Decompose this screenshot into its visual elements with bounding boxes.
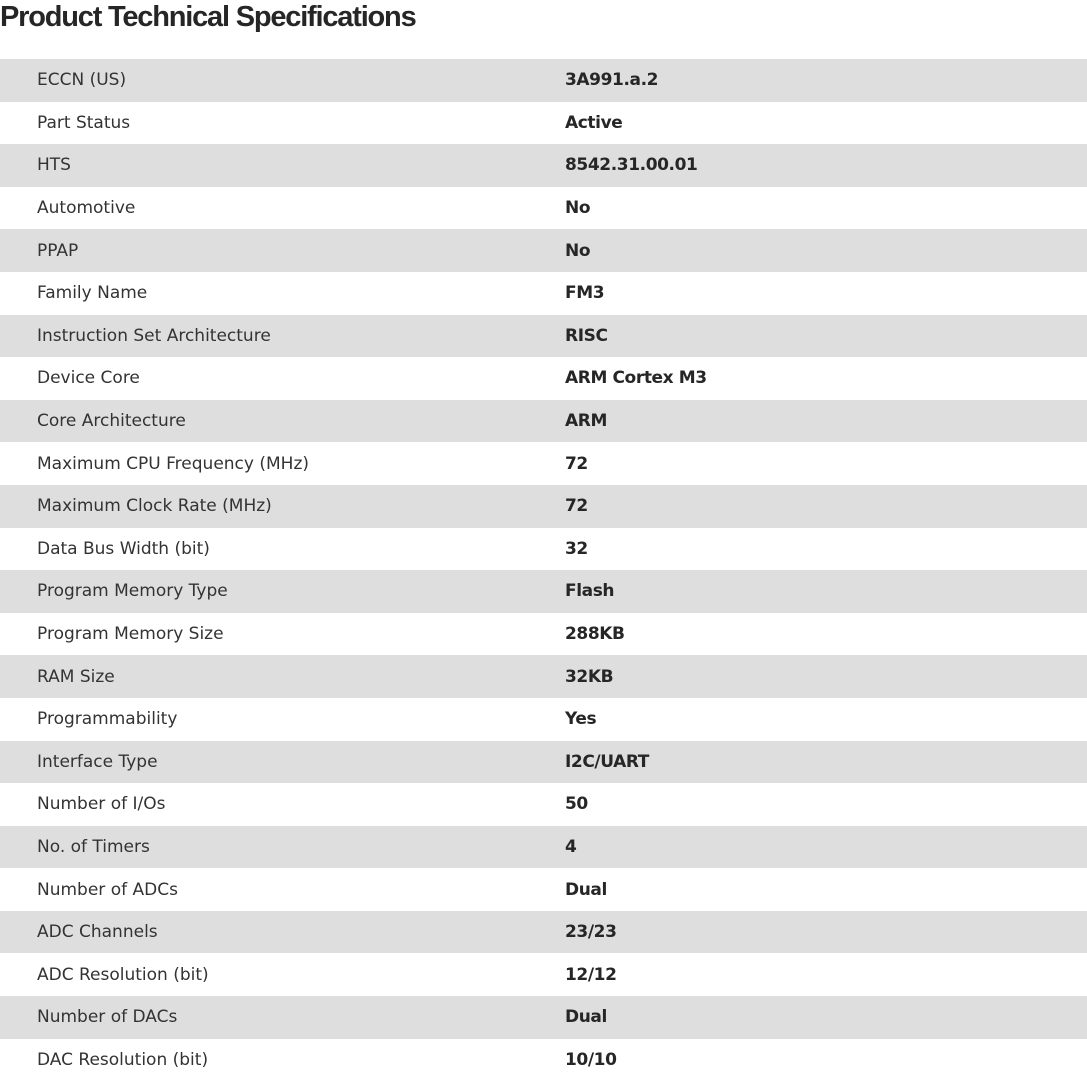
spec-label: Instruction Set Architecture <box>37 325 271 346</box>
spec-row <box>0 59 1087 102</box>
spec-value: ARM <box>565 411 607 432</box>
spec-value: 10/10 <box>565 1049 617 1070</box>
spec-value: Yes <box>565 709 597 730</box>
spec-row <box>0 144 1087 187</box>
spec-row <box>0 485 1087 528</box>
spec-row <box>0 187 1087 230</box>
spec-row <box>0 826 1087 869</box>
spec-value: 32 <box>565 538 588 559</box>
spec-value: I2C/UART <box>565 751 649 772</box>
spec-label: Programmability <box>37 709 178 730</box>
spec-row <box>0 1039 1087 1081</box>
spec-value: No <box>565 240 591 261</box>
spec-value: 3A991.a.2 <box>565 70 659 91</box>
spec-row <box>0 229 1087 272</box>
spec-value: 23/23 <box>565 922 617 943</box>
spec-label: ADC Resolution (bit) <box>37 964 209 985</box>
spec-label: Maximum Clock Rate (MHz) <box>37 496 272 517</box>
spec-row <box>0 400 1087 443</box>
spec-value: 72 <box>565 496 588 517</box>
spec-value: 72 <box>565 453 588 474</box>
spec-value: ARM Cortex M3 <box>565 368 707 389</box>
spec-row <box>0 996 1087 1039</box>
spec-value: 288KB <box>565 624 625 645</box>
spec-row <box>0 783 1087 826</box>
spec-value: Dual <box>565 879 607 900</box>
spec-label: Core Architecture <box>37 411 186 432</box>
spec-row <box>0 953 1087 996</box>
spec-row <box>0 570 1087 613</box>
spec-row <box>0 357 1087 400</box>
spec-label: PPAP <box>37 240 79 261</box>
spec-label: Interface Type <box>37 751 158 772</box>
page-title: Product Technical Specifications <box>0 1 416 33</box>
spec-label: Program Memory Type <box>37 581 228 602</box>
spec-row <box>0 613 1087 656</box>
spec-row <box>0 272 1087 315</box>
spec-label: HTS <box>37 155 71 176</box>
spec-label: Data Bus Width (bit) <box>37 538 210 559</box>
spec-value: 4 <box>565 836 577 857</box>
spec-value: 8542.31.00.01 <box>565 155 698 176</box>
spec-row <box>0 741 1087 784</box>
spec-label: Family Name <box>37 283 148 304</box>
spec-label: Number of DACs <box>37 1007 178 1028</box>
spec-row <box>0 698 1087 741</box>
spec-row <box>0 868 1087 911</box>
spec-value: FM3 <box>565 283 605 304</box>
spec-row <box>0 315 1087 358</box>
spec-label: Maximum CPU Frequency (MHz) <box>37 453 309 474</box>
spec-label: Device Core <box>37 368 140 389</box>
spec-value: No <box>565 198 591 219</box>
spec-row <box>0 528 1087 571</box>
spec-value: Active <box>565 112 623 133</box>
spec-label: Number of I/Os <box>37 794 166 815</box>
spec-label: DAC Resolution (bit) <box>37 1049 209 1070</box>
spec-value: Flash <box>565 581 615 602</box>
spec-table <box>0 59 1087 1081</box>
spec-label: Number of ADCs <box>37 879 178 900</box>
spec-label: No. of Timers <box>37 836 150 857</box>
spec-value: 32KB <box>565 666 614 687</box>
spec-value: RISC <box>565 325 608 346</box>
spec-label: Part Status <box>37 112 131 133</box>
spec-label: Automotive <box>37 198 136 219</box>
spec-value: Dual <box>565 1007 607 1028</box>
spec-row <box>0 911 1087 954</box>
spec-label: RAM Size <box>37 666 115 687</box>
spec-row <box>0 102 1087 145</box>
spec-label: ADC Channels <box>37 922 158 943</box>
spec-label: ECCN (US) <box>37 70 127 91</box>
spec-value: 50 <box>565 794 588 815</box>
spec-label: Program Memory Size <box>37 624 224 645</box>
spec-row <box>0 655 1087 698</box>
spec-row <box>0 442 1087 485</box>
spec-value: 12/12 <box>565 964 617 985</box>
